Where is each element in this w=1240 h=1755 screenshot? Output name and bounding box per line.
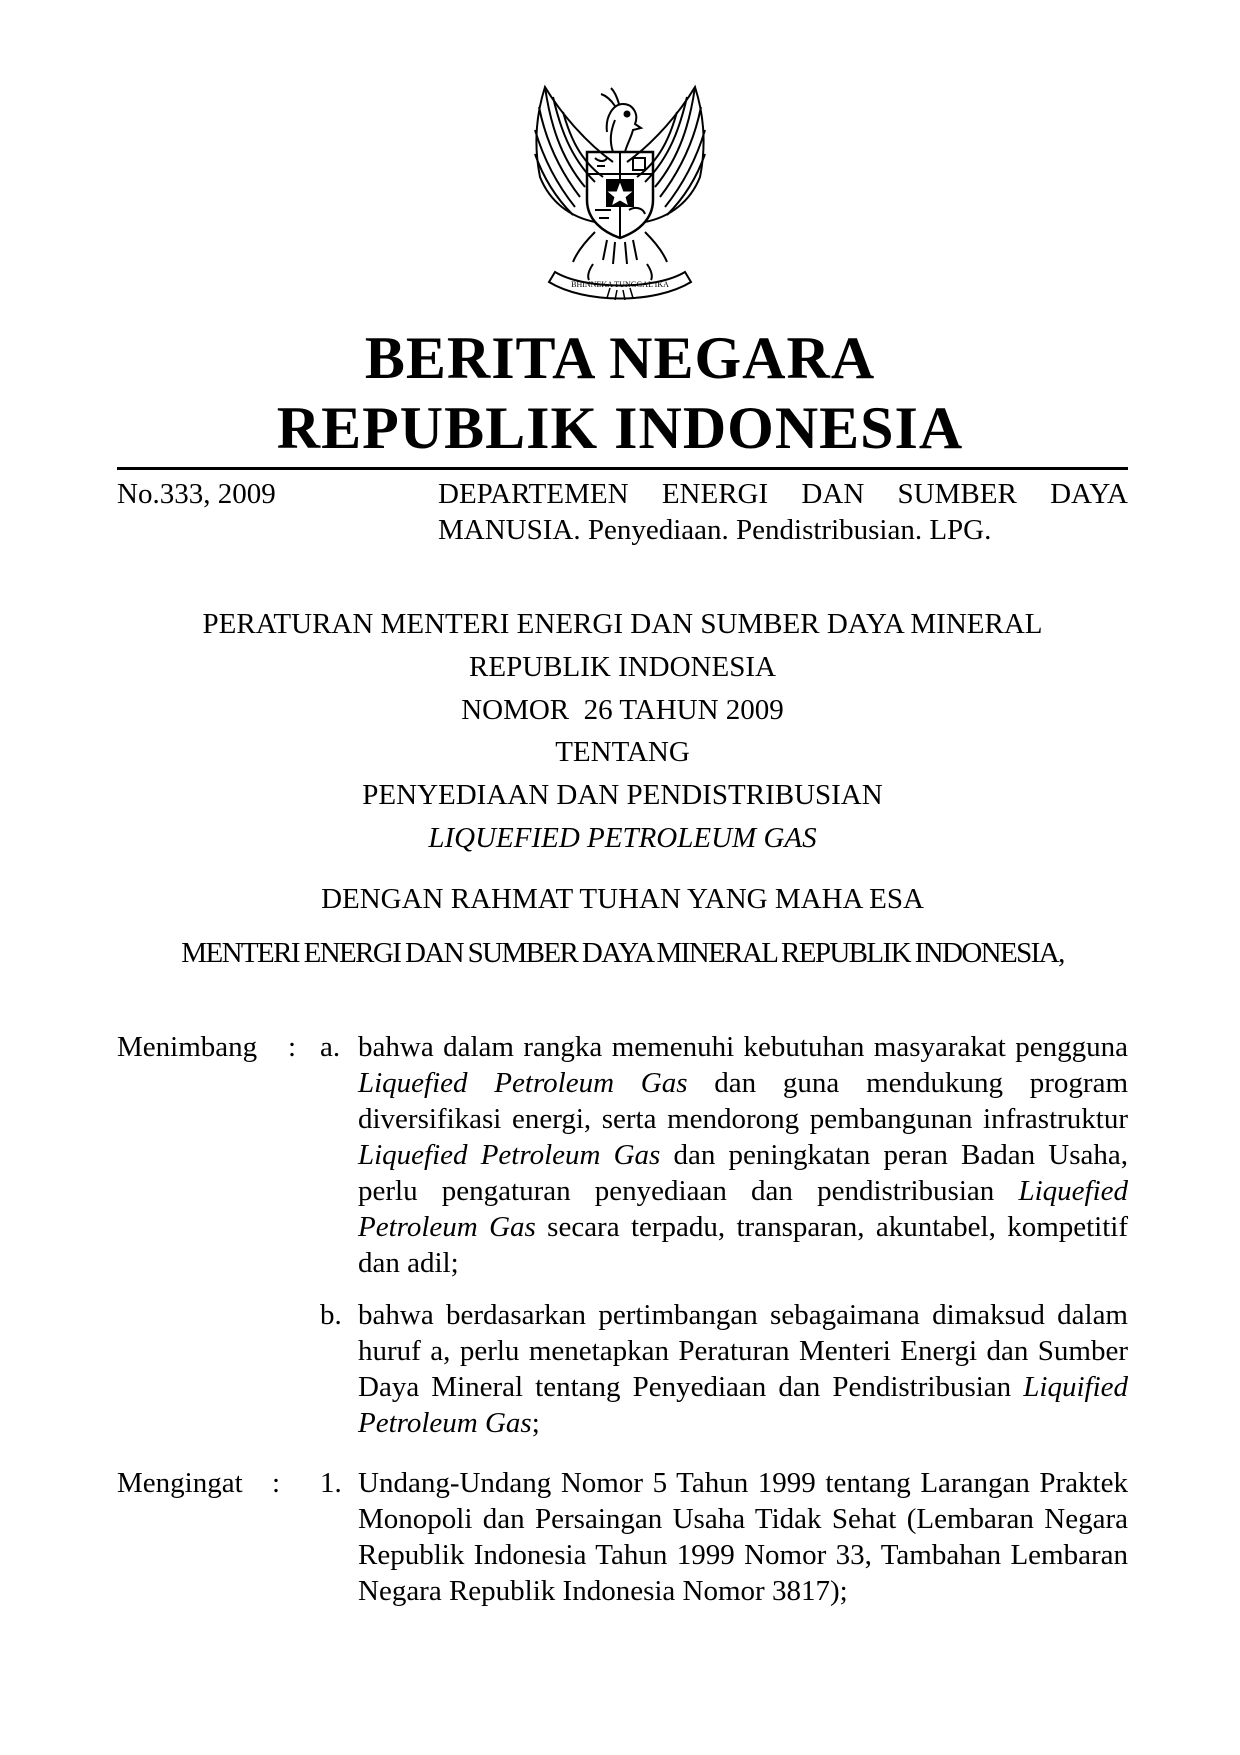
mengingat-label: Mengingat [117,1467,243,1499]
mengingat-item-marker: 1. [320,1467,342,1499]
menimbang-item-marker: a. [320,1031,341,1063]
masthead-divider [117,467,1128,470]
regulation-subject-line1: PENYEDIAAN DAN PENDISTRIBUSIAN [362,779,883,811]
masthead-title-line1: BERITA NEGARA [364,325,876,391]
mengingat-item-text: Undang-Undang Nomor 5 Tahun 1999 tentang Larangan Praktek Monopoli dan Persaingan Usaha Tidak Sehat (Lembaran Negara Republik Indonesia Tahun 1999 Nomor 33, Tambahan Lembaran Negara Republik Indonesia Nomor 3817); [358,1467,1128,1607]
department-line1: DEPARTEMEN ENERGI DAN SUMBER DAYA [438,478,1128,510]
regulation-number: NOMOR 26 TAHUN 2009 [461,694,784,726]
regulation-title-line2: REPUBLIK INDONESIA [469,651,776,683]
preamble-line1: DENGAN RAHMAT TUHAN YANG MAHA ESA [321,883,924,915]
regulation-title-line1: PERATURAN MENTERI ENERGI DAN SUMBER DAYA MINERAL [202,608,1043,640]
regulation-about: TENTANG [555,736,690,768]
menimbang-item-text: bahwa dalam rangka memenuhi kebutuhan masyarakat pengguna Liquefied Petroleum Gas dan guna mendukung program diversifikasi energi, serta mendorong pembangunan infrastruktur Liquefied Petroleum Gas dan peningkatan peran Badan Usaha, perlu pengaturan penyediaan dan pendistribusian Liquefied Petroleum Gas secara terpadu, transparan, akuntabel, kompetitif dan adil; [358,1031,1129,1279]
gazette-number: No.333, 2009 [117,478,276,510]
regulation-subject-line2: LIQUEFIED PETROLEUM GAS [428,822,817,854]
menimbang-item-text: bahwa berdasarkan pertimbangan sebagaimana dimaksud dalam huruf a, perlu menetapkan Peraturan Menteri Energi dan Sumber Daya Mineral tentang Penyediaan dan Pendistribusian Liquified Petroleum Gas; [358,1299,1128,1439]
menimbang-colon: : [288,1031,297,1063]
preamble-line2: MENTERI ENERGI DAN SUMBER DAYA MINERAL REPUBLIK INDONESIA, [181,937,1064,969]
mengingat-colon: : [272,1467,281,1499]
emblem-motto: BHINNEKA TUNGGAL IKA [571,280,669,289]
department-line2: MANUSIA. Penyediaan. Pendistribusian. LPG. [438,514,992,546]
menimbang-item-marker: b. [320,1299,342,1331]
masthead-title-line2: REPUBLIK INDONESIA [276,395,964,461]
garuda-emblem-icon [515,82,725,302]
menimbang-label: Menimbang [117,1031,258,1063]
